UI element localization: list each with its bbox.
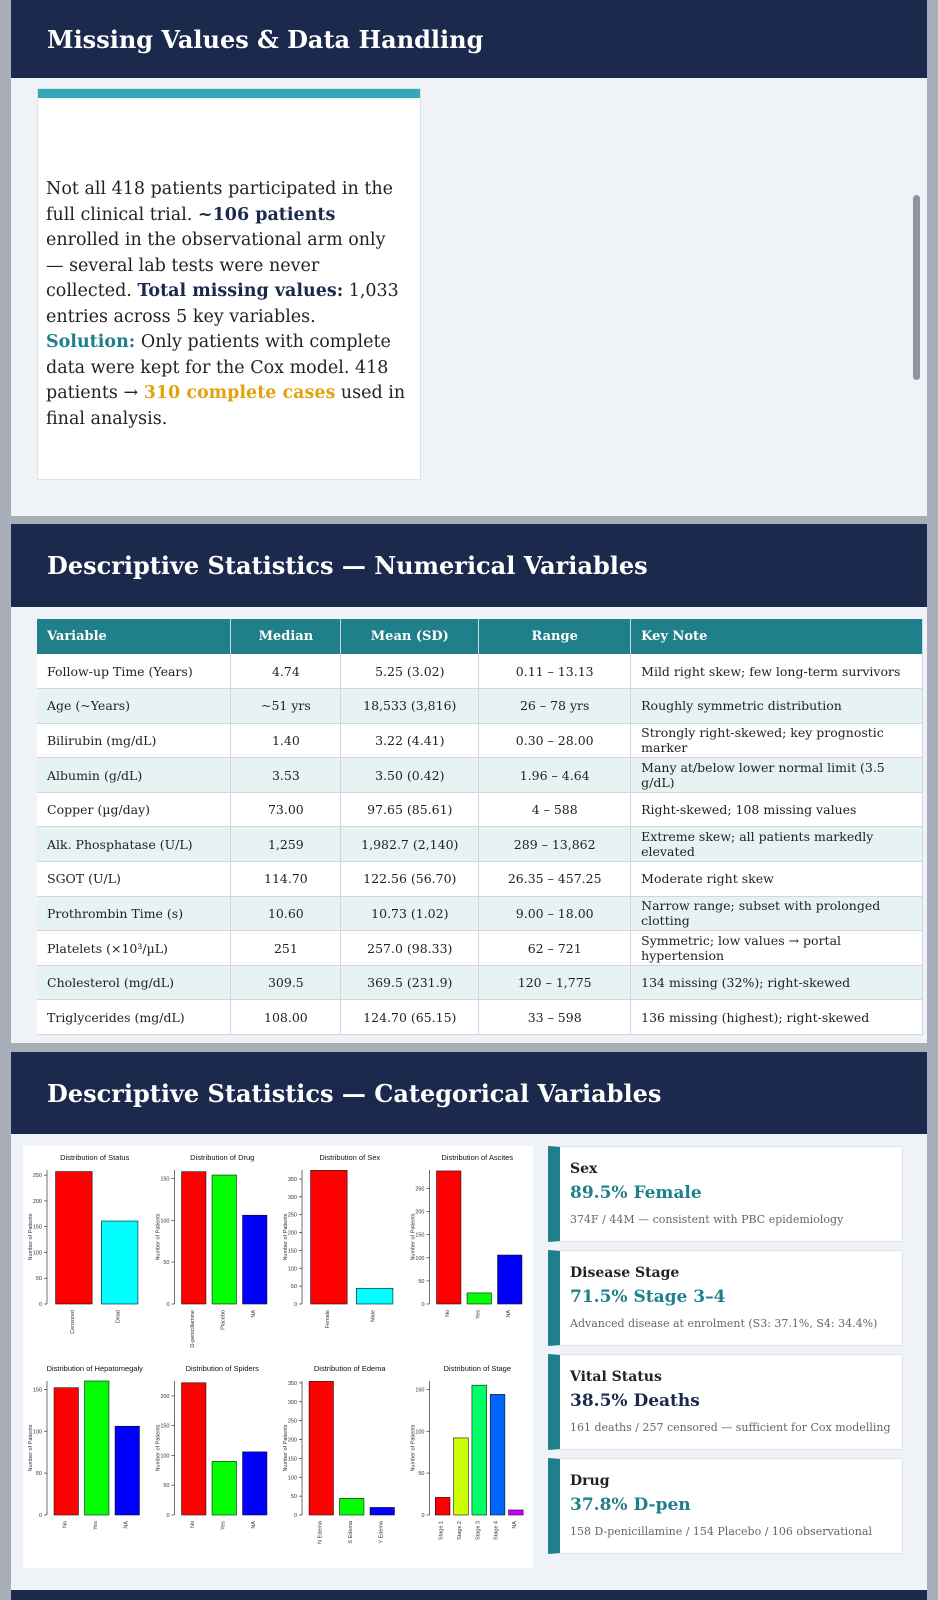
x-tick-label: Female — [324, 1310, 331, 1329]
card-accent-bar — [38, 89, 420, 98]
table-cell: 26 – 78 yrs — [479, 689, 631, 724]
y-axis-label: Number of Patients — [155, 1424, 162, 1472]
x-tick-label: No — [189, 1521, 196, 1529]
x-tick-label: D-penicillamine — [189, 1310, 196, 1348]
y-tick-label: 50 — [35, 1276, 42, 1283]
y-tick-label: 100 — [32, 1429, 42, 1436]
bar — [182, 1383, 206, 1515]
table-cell: 4 – 588 — [479, 792, 631, 827]
table-cell: 122.56 (56.70) — [341, 862, 479, 897]
bar — [340, 1498, 364, 1515]
x-tick-label: Stage 3 — [475, 1521, 482, 1540]
table-cell: Age (~Years) — [37, 689, 231, 724]
missing-values-text — [46, 177, 406, 432]
missing-values-section — [11, 0, 927, 516]
table-cell: 114.70 — [231, 862, 341, 897]
text-segment: Not all 418 patients participated in the full clinical trial. — [46, 179, 393, 225]
chart-title: Distribution of Spiders — [185, 1364, 259, 1373]
summary-cards — [548, 1146, 903, 1562]
x-tick-label: Censored — [69, 1310, 76, 1334]
numerical-stats-section — [11, 524, 927, 1043]
bar — [243, 1452, 267, 1515]
bar — [454, 1438, 469, 1515]
table-row — [37, 965, 923, 1000]
y-tick-label: 150 — [287, 1456, 297, 1463]
table-row — [37, 862, 923, 897]
table-cell: Bilirubin (mg/dL) — [37, 723, 231, 758]
y-axis-label: Number of Patients — [283, 1424, 289, 1472]
table-cell: Mild right skew; few long-term survivors — [631, 654, 923, 689]
x-tick-label: NA — [250, 1521, 257, 1529]
text-highlight: Solution: — [46, 332, 136, 352]
x-tick-label: Stage 2 — [456, 1521, 463, 1540]
text-segment: enrolled in the observational arm only — several lab tests were never collected. — [46, 230, 386, 301]
y-tick-label: 0 — [38, 1513, 42, 1519]
categorical-stats-section — [11, 1052, 927, 1590]
table-cell: 1,982.7 (2,140) — [341, 827, 479, 862]
bar — [472, 1385, 487, 1515]
y-tick-label: 200 — [287, 1230, 297, 1237]
x-tick-label: S Edema — [347, 1521, 354, 1544]
y-tick-label: 0 — [166, 1513, 170, 1519]
bar — [182, 1172, 206, 1304]
stat-card-detail: 374F / 44M — consistent with PBC epidemiology — [570, 1213, 844, 1226]
table-cell: 0.30 – 28.00 — [479, 723, 631, 758]
bar — [54, 1388, 78, 1515]
y-tick-label: 50 — [418, 1471, 425, 1478]
y-tick-label: 200 — [32, 1198, 42, 1205]
bar — [370, 1507, 394, 1515]
y-tick-label: 200 — [287, 1437, 297, 1444]
table-cell: 120 – 1,775 — [479, 965, 631, 1000]
table-cell: 309.5 — [231, 965, 341, 1000]
y-tick-label: 100 — [287, 1266, 297, 1273]
table-cell: Albumin (g/dL) — [37, 758, 231, 793]
next-section-header — [11, 1590, 927, 1600]
table-cell: SGOT (U/L) — [37, 862, 231, 897]
table-cell: 26.35 – 457.25 — [479, 862, 631, 897]
table-row — [37, 931, 923, 966]
table-cell: Many at/below lower normal limit (3.5 g/dL) — [631, 758, 923, 793]
table-cell: Moderate right skew — [631, 862, 923, 897]
text-bold: ~106 patients — [197, 204, 336, 225]
y-axis-label: Number of Patients — [155, 1213, 162, 1261]
table-cell: Narrow range; subset with prolonged clotting — [631, 896, 923, 931]
table-cell: 4.74 — [231, 654, 341, 689]
table-cell: 18,533 (3,816) — [341, 689, 479, 724]
y-tick-label: 50 — [35, 1471, 42, 1478]
table-cell: Alk. Phosphatase (U/L) — [37, 827, 231, 862]
y-tick-label: 250 — [32, 1173, 42, 1180]
y-tick-label: 150 — [32, 1224, 42, 1231]
y-tick-label: 0 — [421, 1302, 425, 1308]
stat-card-value: 71.5% Stage 3–4 — [570, 1287, 726, 1307]
x-tick-label: Male — [370, 1310, 377, 1322]
x-tick-label: Stage 4 — [493, 1521, 500, 1540]
y-tick-label: 200 — [415, 1209, 425, 1216]
stat-card-label: Disease Stage — [570, 1265, 680, 1281]
section-title: Descriptive Statistics — Categorical Variables — [47, 1078, 662, 1108]
table-cell: 9.00 – 18.00 — [479, 896, 631, 931]
y-tick-label: 50 — [163, 1483, 170, 1490]
table-row — [37, 1000, 923, 1035]
table-cell: 33 – 598 — [479, 1000, 631, 1035]
y-axis-label: Number of Patients — [410, 1424, 417, 1472]
numerical-stats-table — [37, 619, 923, 1035]
y-tick-label: 50 — [163, 1260, 170, 1267]
x-tick-label: Dead — [115, 1310, 122, 1324]
y-tick-label: 150 — [32, 1387, 42, 1394]
stat-card — [548, 1146, 903, 1242]
y-tick-label: 0 — [38, 1302, 42, 1308]
section-title: Missing Values & Data Handling — [47, 24, 484, 54]
stat-card — [548, 1250, 903, 1346]
table-cell: Prothrombin Time (s) — [37, 896, 231, 931]
y-tick-label: 200 — [160, 1393, 170, 1400]
table-cell: Roughly symmetric distribution — [631, 689, 923, 724]
chart-title: Distribution of Edema — [313, 1364, 386, 1373]
column-header: Variable — [37, 619, 231, 654]
table-cell: 1.96 – 4.64 — [479, 758, 631, 793]
table-cell: Triglycerides (mg/dL) — [37, 1000, 231, 1035]
table-cell: Right-skewed; 108 missing values — [631, 792, 923, 827]
table-cell: 97.65 (85.61) — [341, 792, 479, 827]
text-bold: Total missing values: — [137, 281, 344, 301]
x-tick-label: No — [444, 1310, 451, 1318]
y-tick-label: 150 — [287, 1248, 297, 1255]
section-header — [11, 1052, 927, 1134]
table-cell: 3.53 — [231, 758, 341, 793]
bar — [467, 1293, 491, 1304]
x-tick-label: Placebo — [220, 1310, 227, 1330]
table-cell: 369.5 (231.9) — [341, 965, 479, 1000]
y-tick-label: 250 — [415, 1186, 425, 1193]
text-segment: 1,033 entries across 5 key variables. — [46, 281, 399, 327]
y-tick-label: 0 — [293, 1302, 297, 1308]
table-cell: Copper (µg/day) — [37, 792, 231, 827]
y-axis-label: Number of Patients — [410, 1213, 417, 1261]
text-segment: Only patients with complete data were kept for the Cox model. 418 patients → — [46, 332, 391, 403]
y-tick-label: 350 — [287, 1380, 297, 1387]
table-cell: 257.0 (98.33) — [341, 931, 479, 966]
chart-title: Distribution of Drug — [190, 1153, 255, 1162]
stat-card — [548, 1354, 903, 1450]
table-cell: 134 missing (32%); right-skewed — [631, 965, 923, 1000]
stat-card-detail: 161 deaths / 257 censored — sufficient for Cox modelling — [570, 1421, 891, 1434]
y-tick-label: 100 — [287, 1475, 297, 1482]
x-tick-label: Yes — [220, 1521, 227, 1530]
y-tick-label: 0 — [293, 1513, 297, 1519]
y-tick-label: 250 — [287, 1418, 297, 1425]
x-tick-label: NA — [250, 1310, 257, 1318]
y-tick-label: 150 — [160, 1423, 170, 1430]
section-header — [11, 0, 927, 78]
table-cell: 108.00 — [231, 1000, 341, 1035]
table-row — [37, 896, 923, 931]
section-header — [11, 524, 927, 607]
x-tick-label: NA — [123, 1521, 130, 1529]
bar — [115, 1426, 139, 1515]
x-tick-label: Stage 1 — [438, 1521, 445, 1540]
table-cell: Follow-up Time (Years) — [37, 654, 231, 689]
x-tick-label: N Edema — [317, 1521, 324, 1544]
bar — [437, 1171, 461, 1304]
stat-card-label: Vital Status — [570, 1369, 662, 1385]
chart-title: Distribution of Ascites — [441, 1153, 514, 1162]
column-header: Range — [479, 619, 631, 654]
stat-card-label: Sex — [570, 1161, 598, 1177]
bar — [212, 1461, 236, 1515]
y-axis-label: Number of Patients — [28, 1424, 34, 1472]
bar — [243, 1215, 267, 1304]
x-tick-label: Yes — [92, 1521, 99, 1530]
x-tick-label: No — [62, 1521, 69, 1529]
y-tick-label: 0 — [166, 1302, 170, 1308]
y-tick-label: 50 — [290, 1494, 297, 1501]
bar — [311, 1170, 348, 1304]
table-cell: 0.11 – 13.13 — [479, 654, 631, 689]
y-tick-label: 150 — [160, 1176, 170, 1183]
y-tick-label: 50 — [290, 1284, 297, 1291]
table-cell: Platelets (×10³/µL) — [37, 931, 231, 966]
table-cell: Strongly right-skewed; key prognostic marker — [631, 723, 923, 758]
table-cell: 73.00 — [231, 792, 341, 827]
x-tick-label: Yes — [475, 1310, 482, 1319]
y-tick-label: 350 — [287, 1176, 297, 1183]
column-header: Mean (SD) — [341, 619, 479, 654]
chart-title: Distribution of Status — [60, 1153, 130, 1162]
table-row — [37, 654, 923, 689]
table-cell: Symmetric; low values → portal hypertension — [631, 931, 923, 966]
y-tick-label: 300 — [287, 1194, 297, 1201]
chart-title: Distribution of Hepatomegaly — [46, 1364, 143, 1373]
table-cell: 3.50 (0.42) — [341, 758, 479, 793]
bar — [101, 1221, 138, 1304]
stat-card-label: Drug — [570, 1473, 610, 1489]
table-cell: 3.22 (4.41) — [341, 723, 479, 758]
scrollbar-thumb[interactable] — [913, 195, 920, 380]
table-row — [37, 723, 923, 758]
table-cell: 1.40 — [231, 723, 341, 758]
column-header: Key Note — [631, 619, 923, 654]
table-cell: 62 – 721 — [479, 931, 631, 966]
text-segment: used in final analysis. — [46, 383, 406, 429]
y-tick-label: 100 — [160, 1453, 170, 1460]
table-cell: 10.60 — [231, 896, 341, 931]
table-row — [37, 758, 923, 793]
y-tick-label: 100 — [415, 1255, 425, 1262]
table-cell: Extreme skew; all patients markedly elevated — [631, 827, 923, 862]
table-cell: ~51 yrs — [231, 689, 341, 724]
table-cell: 10.73 (1.02) — [341, 896, 479, 931]
table-cell: 5.25 (3.02) — [341, 654, 479, 689]
x-tick-label: Y Edema — [378, 1521, 385, 1544]
x-tick-label: NA — [511, 1521, 518, 1529]
stat-card-value: 38.5% Deaths — [570, 1391, 700, 1411]
text-highlight: 310 complete cases — [143, 383, 336, 403]
bar — [56, 1172, 93, 1304]
table-header-row — [37, 619, 923, 654]
y-tick-label: 300 — [287, 1399, 297, 1406]
table-cell: Cholesterol (mg/dL) — [37, 965, 231, 1000]
page-margin-right — [927, 0, 938, 1600]
table-cell: 251 — [231, 931, 341, 966]
y-axis-label: Number of Patients — [28, 1213, 34, 1261]
table-row — [37, 827, 923, 862]
bar — [309, 1381, 333, 1515]
bar — [212, 1175, 236, 1304]
table-cell: 136 missing (highest); right-skewed — [631, 1000, 923, 1035]
stat-card-value: 37.8% D-pen — [570, 1495, 691, 1515]
y-tick-label: 100 — [415, 1429, 425, 1436]
stat-card — [548, 1458, 903, 1554]
page-margin-left — [0, 0, 11, 1600]
table-row — [37, 689, 923, 724]
bar — [509, 1510, 524, 1515]
column-header: Median — [231, 619, 341, 654]
y-axis-label: Number of Patients — [283, 1213, 289, 1261]
y-tick-label: 250 — [287, 1212, 297, 1219]
stat-card-detail: 158 D-penicillamine / 154 Placebo / 106 observational — [570, 1525, 872, 1538]
bar — [490, 1394, 505, 1515]
chart-title: Distribution of Stage — [443, 1364, 512, 1373]
x-tick-label: NA — [505, 1310, 512, 1318]
y-tick-label: 100 — [160, 1218, 170, 1225]
y-tick-label: 0 — [421, 1513, 425, 1519]
table-row — [37, 792, 923, 827]
table-cell: 289 – 13,862 — [479, 827, 631, 862]
bar — [356, 1288, 393, 1304]
section-title: Descriptive Statistics — Numerical Variables — [47, 551, 648, 580]
y-tick-label: 100 — [32, 1250, 42, 1257]
chart-title: Distribution of Sex — [319, 1153, 381, 1162]
y-tick-label: 150 — [415, 1387, 425, 1394]
stat-card-detail: Advanced disease at enrolment (S3: 37.1%, S4: 34.4%) — [570, 1317, 878, 1330]
table-cell: 124.70 (65.15) — [341, 1000, 479, 1035]
bar — [435, 1497, 450, 1515]
bar — [85, 1381, 109, 1515]
categorical-distribution-charts — [23, 1146, 533, 1568]
table-cell: 1,259 — [231, 827, 341, 862]
missing-values-card — [37, 88, 421, 480]
stat-card-value: 89.5% Female — [570, 1183, 702, 1203]
bar — [498, 1255, 522, 1304]
y-tick-label: 50 — [418, 1278, 425, 1285]
y-tick-label: 150 — [415, 1232, 425, 1239]
